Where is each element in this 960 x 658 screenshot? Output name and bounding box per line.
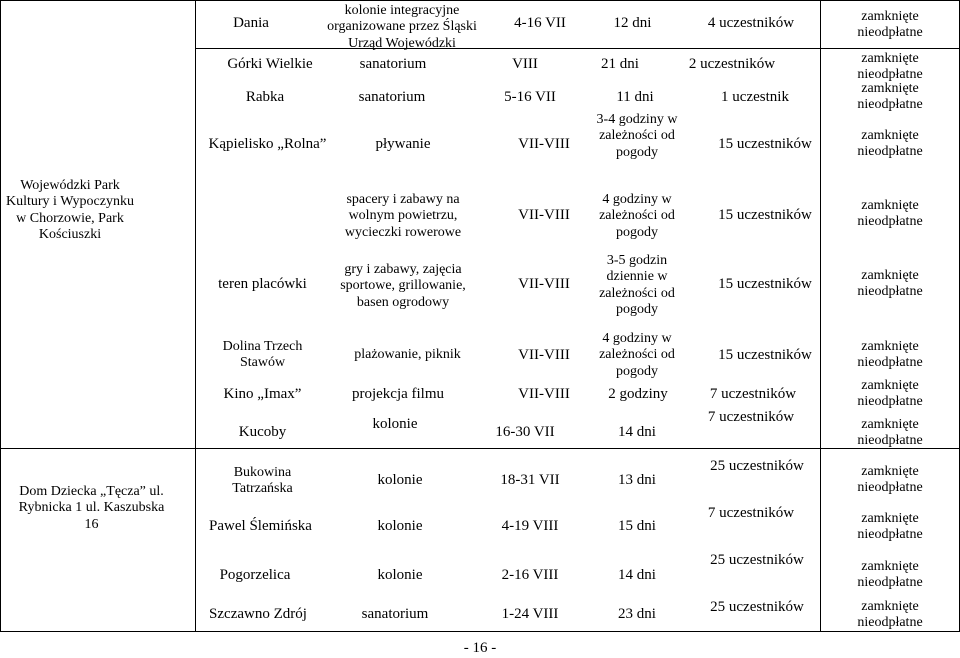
cell-participants: 15 uczestników bbox=[718, 347, 812, 363]
cell-status: zamknięte nieodpłatne bbox=[857, 81, 923, 113]
cell-participants: 2 uczestników bbox=[688, 56, 776, 72]
cell-place: Kucoby bbox=[238, 424, 287, 440]
cell-duration: 23 dni bbox=[618, 606, 656, 622]
cell-participants: 25 uczestników bbox=[710, 458, 804, 474]
cell-type: sanatorium bbox=[358, 89, 426, 105]
cell-place: teren placówki bbox=[218, 276, 307, 292]
cell-period: VII-VIII bbox=[518, 386, 570, 402]
cell-period: VII-VIII bbox=[518, 136, 570, 152]
cell-status: zamknięte nieodpłatne bbox=[857, 339, 923, 371]
cell-duration: 11 dni bbox=[616, 89, 654, 105]
cell-status: zamknięte nieodpłatne bbox=[857, 559, 923, 591]
cell-type: kolonie bbox=[377, 472, 423, 488]
cell-period: VIII bbox=[512, 56, 538, 72]
cell-duration: 15 dni bbox=[618, 518, 656, 534]
cell-duration: 3-4 godziny w zależności od pogody bbox=[596, 112, 678, 160]
cell-participants: 25 uczestników bbox=[710, 552, 804, 568]
cell-duration: 3-5 godzin dziennie w zależności od pogody bbox=[599, 253, 675, 318]
cell-participants: 7 uczestników bbox=[709, 386, 797, 402]
cell-place: Rabka bbox=[245, 89, 285, 105]
cell-period: 5-16 VII bbox=[504, 89, 556, 105]
column-divider bbox=[820, 0, 821, 632]
cell-type: spacery i zabawy na wolnym powietrzu, wycieczki rowerowe bbox=[344, 192, 462, 240]
cell-duration: 14 dni bbox=[618, 567, 656, 583]
cell-place: Wojewódzki Park Kultury i Wypoczynku w Chorzowie, Park Kościuszki bbox=[6, 178, 134, 243]
cell-status: zamknięte nieodpłatne bbox=[857, 51, 923, 83]
cell-place: Pawel Ślemińska bbox=[209, 518, 312, 534]
cell-duration: 4 godziny w zależności od pogody bbox=[599, 331, 675, 379]
cell-duration: 14 dni bbox=[618, 424, 656, 440]
cell-duration: 4 godziny w zależności od pogody bbox=[599, 192, 675, 240]
cell-type: gry i zabawy, zajęcia sportowe, grillowanie, basen ogrodowy bbox=[340, 262, 466, 310]
cell-period: 4-16 VII bbox=[514, 15, 566, 31]
cell-type: kolonie bbox=[377, 518, 423, 534]
cell-place: Dania bbox=[233, 15, 269, 31]
cell-place: Dolina Trzech Stawów bbox=[222, 339, 303, 371]
cell-participants: 7 uczestników bbox=[707, 409, 795, 425]
cell-participants: 1 uczestnik bbox=[721, 89, 789, 105]
cell-status: zamknięte nieodpłatne bbox=[857, 378, 923, 410]
cell-period: 2-16 VIII bbox=[501, 567, 559, 583]
cell-type: kolonie bbox=[372, 416, 418, 432]
cell-period: VII-VIII bbox=[518, 207, 570, 223]
cell-duration: 2 godziny bbox=[608, 386, 668, 402]
cell-type: plażowanie, piknik bbox=[354, 347, 461, 362]
cell-period: VII-VIII bbox=[518, 276, 570, 292]
cell-duration: 12 dni bbox=[613, 15, 652, 31]
cell-place: Kino „Imax” bbox=[223, 386, 302, 402]
cell-status: zamknięte nieodpłatne bbox=[857, 599, 923, 631]
cell-place: Szczawno Zdrój bbox=[209, 606, 307, 622]
cell-participants: 15 uczestników bbox=[718, 207, 812, 223]
cell-place: Górki Wielkie bbox=[227, 56, 313, 72]
column-divider bbox=[195, 0, 196, 632]
cell-participants: 25 uczestników bbox=[710, 599, 804, 615]
cell-participants: 4 uczestników bbox=[707, 15, 795, 31]
cell-period: 4-19 VIII bbox=[501, 518, 559, 534]
cell-period: 1-24 VIII bbox=[501, 606, 559, 622]
cell-type: kolonie integracyjne organizowane przez Śląski Urząd Wojewódzki bbox=[327, 3, 477, 51]
table-border-top bbox=[0, 0, 960, 1]
cell-type: projekcja filmu bbox=[351, 386, 445, 402]
cell-participants: 15 uczestników bbox=[718, 136, 812, 152]
cell-period: VII-VIII bbox=[518, 347, 570, 363]
table-border-bottom bbox=[0, 631, 960, 632]
row-divider bbox=[195, 48, 959, 49]
institution-name: Dom Dziecka „Tęcza” ul. Rybnicka 1 ul. Kaszubska 16 bbox=[18, 484, 165, 532]
cell-type: sanatorium bbox=[361, 606, 429, 622]
cell-type: sanatorium bbox=[359, 56, 427, 72]
cell-type: kolonie bbox=[377, 567, 423, 583]
cell-type: pływanie bbox=[375, 136, 431, 152]
cell-duration: 13 dni bbox=[618, 472, 656, 488]
cell-place: Pogorzelica bbox=[219, 567, 291, 583]
cell-participants: 7 uczestników bbox=[707, 505, 795, 521]
table-border-left bbox=[0, 0, 1, 632]
cell-duration: 21 dni bbox=[601, 56, 639, 72]
cell-status: zamknięte nieodpłatne bbox=[857, 464, 923, 496]
cell-status: zamknięte nieodpłatne bbox=[857, 268, 923, 300]
cell-status: zamknięte nieodpłatne bbox=[857, 198, 923, 230]
cell-place: Bukowina Tatrzańska bbox=[232, 465, 293, 497]
cell-status: zamknięte nieodpłatne bbox=[857, 9, 923, 41]
cell-period: 16-30 VII bbox=[495, 424, 555, 440]
cell-place: Kąpielisko „Rolna” bbox=[208, 136, 327, 152]
section-divider bbox=[0, 448, 960, 449]
page-number: - 16 - bbox=[463, 640, 497, 656]
cell-status: zamknięte nieodpłatne bbox=[857, 128, 923, 160]
cell-status: zamknięte nieodpłatne bbox=[857, 417, 923, 449]
cell-participants: 15 uczestników bbox=[718, 276, 812, 292]
cell-status: zamknięte nieodpłatne bbox=[857, 511, 923, 543]
cell-period: 18-31 VII bbox=[500, 472, 560, 488]
